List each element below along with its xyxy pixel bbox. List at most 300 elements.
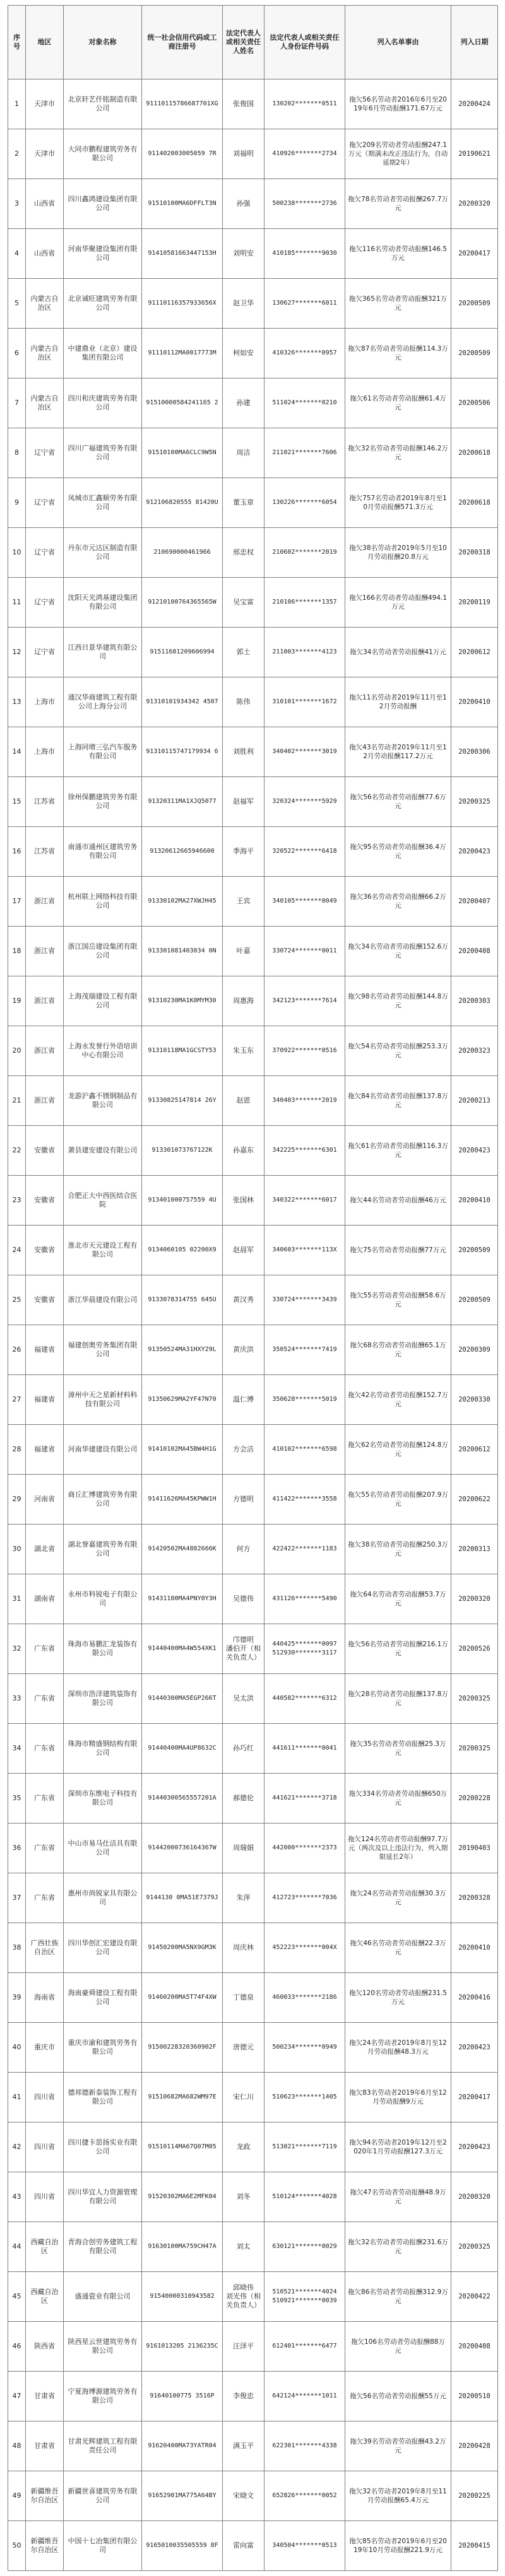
cell-date: 20200618 bbox=[451, 428, 498, 478]
cell-company-name: 凤城市汇鑫顺劳务有限公司 bbox=[64, 478, 142, 528]
cell-id-number: 500238*******2736 bbox=[264, 179, 345, 229]
table-row bbox=[8, 727, 498, 777]
cell-credit-code: 91510100MA6CLC9W5N bbox=[142, 428, 223, 478]
cell-no: 49 bbox=[8, 2471, 26, 2521]
cell-region: 西藏自治区 bbox=[26, 2272, 64, 2322]
cell-id-number: 342123*******7614 bbox=[264, 976, 345, 1026]
cell-reason: 拖欠62名劳动者劳动报酬124.8万元 bbox=[345, 1425, 451, 1475]
cell-no: 1 bbox=[8, 79, 26, 129]
cell-reason: 拖欠42名劳动者劳动报酬152.7万元 bbox=[345, 1375, 451, 1425]
cell-responsible-person: 孙嘉东 bbox=[223, 1126, 264, 1176]
cell-responsible-person: 陈伟 bbox=[223, 677, 264, 727]
cell-responsible-person: 黄汉秀 bbox=[223, 1275, 264, 1325]
cell-date: 20200323 bbox=[451, 1026, 498, 1076]
cell-id-number: 210602*******2019 bbox=[264, 528, 345, 578]
cell-responsible-person: 孙建 bbox=[223, 378, 264, 428]
cell-no: 6 bbox=[8, 329, 26, 378]
cell-date: 20200309 bbox=[451, 1325, 498, 1375]
cell-date: 20200424 bbox=[451, 79, 498, 129]
cell-reason: 拖欠61名劳动者劳动报酬61.4万元 bbox=[345, 378, 451, 428]
cell-company-name: 湖北誉嘉建筑劳务有限公司 bbox=[64, 1525, 142, 1574]
table-row bbox=[8, 677, 498, 727]
cell-company-name: 浙江华晨建设有限公司 bbox=[64, 1275, 142, 1325]
cell-responsible-person: 吴宝富 bbox=[223, 578, 264, 628]
cell-company-name: 青海合创劳务建筑工程有限公司 bbox=[64, 2222, 142, 2272]
cell-responsible-person: 孙强 bbox=[223, 179, 264, 229]
cell-no: 14 bbox=[8, 727, 26, 777]
table-row bbox=[8, 2322, 498, 2372]
cell-responsible-person: 汪泽平 bbox=[223, 2322, 264, 2372]
cell-company-name: 永州市科锐电子有限公司 bbox=[64, 1574, 142, 1624]
cell-date: 20200428 bbox=[451, 2421, 498, 2471]
cell-reason: 拖欠28名劳动者劳动报酬137.8万元 bbox=[345, 1674, 451, 1724]
cell-credit-code: 91510100MA6DFFLT3N bbox=[142, 179, 223, 229]
cell-credit-code: 91540000310943582 bbox=[142, 2272, 223, 2322]
cell-credit-code: 91330102MA27XWJH45 bbox=[142, 877, 223, 927]
cell-region: 重庆市 bbox=[26, 2023, 64, 2073]
cell-company-name: 上海永发誉行外语培训中心有限公司 bbox=[64, 1026, 142, 1076]
cell-reason: 拖欠61名劳动者劳动报酬116.3万元 bbox=[345, 1126, 451, 1176]
cell-reason: 拖欠35名劳动者劳动报酬25.3万元 bbox=[345, 1724, 451, 1774]
cell-id-number: 370922*******0516 bbox=[264, 1026, 345, 1076]
cell-reason: 拖欠55名劳动者劳动报酬207.9万元 bbox=[345, 1475, 451, 1525]
cell-region: 广东省 bbox=[26, 1624, 64, 1674]
table-body bbox=[8, 79, 498, 2571]
cell-reason: 拖欠11名劳动者2019年11月至12月劳动报酬 bbox=[345, 677, 451, 727]
cell-responsible-person: 赵恩 bbox=[223, 1076, 264, 1126]
cell-date: 20200612 bbox=[451, 1425, 498, 1475]
header-reason: 列入名单事由 bbox=[345, 6, 451, 79]
cell-id-number: 452223*******004X bbox=[264, 1923, 345, 1973]
cell-region: 山西省 bbox=[26, 229, 64, 279]
cell-responsible-person: 何方 bbox=[223, 1525, 264, 1574]
table-row bbox=[8, 1774, 498, 1824]
cell-reason: 拖欠120名劳动者劳动报酬231.5万元 bbox=[345, 1973, 451, 2023]
cell-region: 上海市 bbox=[26, 677, 64, 727]
table-row bbox=[8, 428, 498, 478]
cell-credit-code: 91410581663447153H bbox=[142, 229, 223, 279]
cell-id-number: 510124*******4028 bbox=[264, 2172, 345, 2222]
cell-company-name: 重庆市渝和建筑劳务有限公司 bbox=[64, 2023, 142, 2073]
cell-no: 28 bbox=[8, 1425, 26, 1475]
cell-reason: 拖欠56名劳动者2016年6月至2019年6月劳动报酬171.67万元 bbox=[345, 79, 451, 129]
cell-id-number bbox=[264, 1624, 345, 1674]
table-row bbox=[8, 1674, 498, 1724]
cell-date: 20200119 bbox=[451, 578, 498, 628]
cell-no: 40 bbox=[8, 2023, 26, 2073]
cell-date: 20200325 bbox=[451, 1724, 498, 1774]
cell-company-name: 陕西星云世建筑劳务有限公司 bbox=[64, 2322, 142, 2372]
cell-date: 20200228 bbox=[451, 1774, 498, 1824]
cell-region: 辽宁省 bbox=[26, 428, 64, 478]
cell-credit-code: 91110116357933656X bbox=[142, 279, 223, 329]
cell-region: 湖北省 bbox=[26, 1525, 64, 1574]
cell-region: 西藏自治区 bbox=[26, 2222, 64, 2272]
cell-id-number-line: 512930*******3117 bbox=[272, 1649, 337, 1656]
cell-responsible-person: 李俊忠 bbox=[223, 2372, 264, 2421]
cell-responsible-person: 朱萍 bbox=[223, 1873, 264, 1923]
cell-reason: 拖欠24名劳动者劳动报酬30.3万元 bbox=[345, 1873, 451, 1923]
cell-responsible-person-line: 邝德明 bbox=[233, 1636, 254, 1644]
cell-date: 20200423 bbox=[451, 1126, 498, 1176]
cell-reason: 拖欠24名劳动者2019年8月至12月劳动报酬48.3万元 bbox=[345, 2023, 451, 2073]
cell-region: 海南省 bbox=[26, 1973, 64, 2023]
cell-date: 20200618 bbox=[451, 478, 498, 528]
cell-date: 20200225 bbox=[451, 2471, 498, 2521]
cell-responsible-person: 温仁博 bbox=[223, 1375, 264, 1425]
cell-date: 20200423 bbox=[451, 827, 498, 877]
cell-id-number: 510623*******1405 bbox=[264, 2073, 345, 2122]
cell-date: 20200325 bbox=[451, 777, 498, 827]
cell-responsible-person: 赵福军 bbox=[223, 777, 264, 827]
cell-region: 福建省 bbox=[26, 1325, 64, 1375]
cell-credit-code: 9133078314755 645U bbox=[142, 1275, 223, 1325]
cell-region: 新疆维吾尔自治区 bbox=[26, 2521, 64, 2571]
cell-date: 20200330 bbox=[451, 1375, 498, 1425]
cell-region: 安徽省 bbox=[26, 1275, 64, 1325]
cell-responsible-person: 朱玉东 bbox=[223, 1026, 264, 1076]
cell-date: 20200320 bbox=[451, 2172, 498, 2222]
cell-date: 20200622 bbox=[451, 1475, 498, 1525]
cell-no: 31 bbox=[8, 1574, 26, 1624]
cell-region: 辽宁省 bbox=[26, 628, 64, 677]
cell-no: 17 bbox=[8, 877, 26, 927]
cell-id-number: 441611*******0041 bbox=[264, 1724, 345, 1774]
cell-company-name: 杭州联上网络科技有限公司 bbox=[64, 877, 142, 927]
cell-no: 15 bbox=[8, 777, 26, 827]
cell-responsible-person: 董玉章 bbox=[223, 478, 264, 528]
cell-credit-code: 91620400MA73YATR04 bbox=[142, 2421, 223, 2471]
cell-date: 20200417 bbox=[451, 2073, 498, 2122]
cell-company-name: 上海茂瑞建设工程有限公司 bbox=[64, 976, 142, 1026]
cell-company-name: 四川鑫鸿建设集团有限公司 bbox=[64, 179, 142, 229]
cell-credit-code: 91310101934342 4507 bbox=[142, 677, 223, 727]
cell-responsible-person: 刘太 bbox=[223, 2222, 264, 2272]
cell-responsible-person: 方德明 bbox=[223, 1475, 264, 1525]
cell-company-name: 沈阳天光鸿基建设集团有限公司 bbox=[64, 578, 142, 628]
cell-reason: 拖欠94名劳动者2019年12月至2020年1月劳动报酬127.3万元 bbox=[345, 2122, 451, 2172]
cell-id-number: 410326*******0957 bbox=[264, 329, 345, 378]
cell-date: 20200320 bbox=[451, 179, 498, 229]
cell-no: 25 bbox=[8, 1275, 26, 1325]
cell-id-number-line: 510921*******0039 bbox=[272, 2297, 337, 2304]
cell-company-name: 北京轩艺仟铭制造有限公司 bbox=[64, 79, 142, 129]
cell-id-number: 340504*******0513 bbox=[264, 2521, 345, 2571]
cell-reason: 拖欠38名劳动者2019年5月至10月劳动报酬20.8万元 bbox=[345, 528, 451, 578]
cell-company-name: 甘肃光辉建筑工程有限责任公司 bbox=[64, 2421, 142, 2471]
cell-credit-code: 91500228320360902F bbox=[142, 2023, 223, 2073]
cell-id-number: 442000*******2373 bbox=[264, 1824, 345, 1873]
cell-region: 江苏省 bbox=[26, 827, 64, 877]
cell-responsible-person: 宋晓文 bbox=[223, 2471, 264, 2521]
table-row bbox=[8, 2521, 498, 2571]
cell-no: 19 bbox=[8, 976, 26, 1026]
cell-id-number bbox=[264, 2272, 345, 2322]
cell-reason: 拖欠36名劳动者劳动报酬66.2万元 bbox=[345, 877, 451, 927]
cell-reason: 拖欠47名劳动者劳动报酬48.9万元 bbox=[345, 2172, 451, 2222]
cell-company-name: 四川捷卡思扬实业有限公司 bbox=[64, 2122, 142, 2172]
cell-company-name: 淮北市天元建设工程有限公司 bbox=[64, 1226, 142, 1275]
cell-no: 2 bbox=[8, 129, 26, 179]
cell-reason: 拖欠78名劳动者劳动报酬267.7万元 bbox=[345, 179, 451, 229]
table-row bbox=[8, 279, 498, 329]
cell-responsible-person: 唐德元 bbox=[223, 2023, 264, 2073]
cell-credit-code: 91440300565557201A bbox=[142, 1774, 223, 1824]
cell-no: 30 bbox=[8, 1525, 26, 1574]
cell-reason: 拖欠44名劳动者劳动报酬46万元 bbox=[345, 1176, 451, 1226]
cell-region: 内蒙古自治区 bbox=[26, 378, 64, 428]
cell-date: 20200526 bbox=[451, 1624, 498, 1674]
cell-credit-code: 91520302MA6E2MFK04 bbox=[142, 2172, 223, 2222]
table-row bbox=[8, 1126, 498, 1176]
cell-reason: 拖欠95名劳动者劳动报酬36.4万元 bbox=[345, 827, 451, 877]
cell-date: 20200407 bbox=[451, 877, 498, 927]
cell-id-number: 211003*******4123 bbox=[264, 628, 345, 677]
cell-region: 内蒙古自治区 bbox=[26, 279, 64, 329]
table-row bbox=[8, 1226, 498, 1275]
cell-id-number: 340603*******113X bbox=[264, 1226, 345, 1275]
cell-region: 浙江省 bbox=[26, 927, 64, 976]
cell-credit-code: 9165010035505559 8F bbox=[142, 2521, 223, 2571]
cell-date: 20200410 bbox=[451, 677, 498, 727]
cell-no: 13 bbox=[8, 677, 26, 727]
table-row bbox=[8, 2222, 498, 2272]
cell-company-name: 江西日景华建筑有限公司 bbox=[64, 628, 142, 677]
cell-no: 45 bbox=[8, 2272, 26, 2322]
cell-company-name: 盛通瓷业有限公司 bbox=[64, 2272, 142, 2322]
cell-company-name: 海南豪舜建设工程有限公司 bbox=[64, 1973, 142, 2023]
cell-region: 陕西省 bbox=[26, 2322, 64, 2372]
cell-no: 7 bbox=[8, 378, 26, 428]
table-row bbox=[8, 2073, 498, 2122]
cell-no: 9 bbox=[8, 478, 26, 528]
cell-company-name: 商丘汇博建筑劳务有限公司 bbox=[64, 1475, 142, 1525]
cell-date: 20200422 bbox=[451, 2272, 498, 2322]
cell-responsible-person bbox=[223, 1624, 264, 1674]
cell-no: 26 bbox=[8, 1325, 26, 1375]
cell-no: 42 bbox=[8, 2122, 26, 2172]
cell-credit-code: 91110115786687701XG bbox=[142, 79, 223, 129]
cell-responsible-person: 丁德泉 bbox=[223, 1973, 264, 2023]
cell-company-name: 中国十七冶集团有限公司 bbox=[64, 2521, 142, 2571]
cell-region: 浙江省 bbox=[26, 1076, 64, 1126]
table-row bbox=[8, 2421, 498, 2471]
cell-credit-code: 91320311MA1XJQ5077 bbox=[142, 777, 223, 827]
cell-date: 20200423 bbox=[451, 2023, 498, 2073]
cell-region: 广东省 bbox=[26, 1674, 64, 1724]
table-row bbox=[8, 2122, 498, 2172]
cell-company-name: 中山市易马仕洁具有限公司 bbox=[64, 1824, 142, 1873]
table-row bbox=[8, 1375, 498, 1425]
cell-id-number: 412723*******7036 bbox=[264, 1873, 345, 1923]
cell-credit-code: 91460200MA5T74F4XW bbox=[142, 1973, 223, 2023]
cell-reason: 拖欠39名劳动者劳动报酬43.2万元 bbox=[345, 2421, 451, 2471]
cell-reason: 拖欠98名劳动者劳动报酬144.8万元 bbox=[345, 976, 451, 1026]
cell-company-name: 德邦德新泰装饰工程有限公司 bbox=[64, 2073, 142, 2122]
cell-no: 46 bbox=[8, 2322, 26, 2372]
cell-id-number: 130202*******0511 bbox=[264, 79, 345, 129]
cell-responsible-person: 柯如安 bbox=[223, 329, 264, 378]
cell-responsible-person: 叶嘉 bbox=[223, 927, 264, 976]
table-row bbox=[8, 877, 498, 927]
cell-reason: 拖欠757名劳动者2019年8月至10月劳动报酬571.3万元 bbox=[345, 478, 451, 528]
table-row bbox=[8, 229, 498, 279]
cell-region: 天津市 bbox=[26, 79, 64, 129]
cell-responsible-person: 周瑞娟 bbox=[223, 1824, 264, 1873]
cell-id-number: 320324*******5929 bbox=[264, 777, 345, 827]
cell-company-name: 漳州中天之星新材料科技有限公司 bbox=[64, 1375, 142, 1425]
cell-company-name: 宁夏海博源建筑劳务有限公司 bbox=[64, 2372, 142, 2421]
cell-reason: 拖欠365名劳动者劳动报酬321万元 bbox=[345, 279, 451, 329]
table-row bbox=[8, 1176, 498, 1226]
cell-company-name: 四川华创汇宏建设有限公司 bbox=[64, 1923, 142, 1973]
header-region: 地区 bbox=[26, 6, 64, 79]
cell-date: 20200318 bbox=[451, 528, 498, 578]
cell-company-name: 珠海市易鹏汇龙装饰有限公司 bbox=[64, 1624, 142, 1674]
cell-region: 内蒙古自治区 bbox=[26, 329, 64, 378]
cell-responsible-person: 刘胜利 bbox=[223, 727, 264, 777]
cell-credit-code: 91442000736164367W bbox=[142, 1824, 223, 1873]
cell-credit-code: 91310115747179934 6 bbox=[142, 727, 223, 777]
cell-region: 四川省 bbox=[26, 2122, 64, 2172]
cell-no: 34 bbox=[8, 1724, 26, 1774]
cell-company-name: 浙江国岳建设集团有限公司 bbox=[64, 927, 142, 976]
cell-date: 20200410 bbox=[451, 1176, 498, 1226]
cell-region: 天津市 bbox=[26, 129, 64, 179]
cell-region: 新疆维吾尔自治区 bbox=[26, 2471, 64, 2521]
cell-credit-code: 91210100764365565W bbox=[142, 578, 223, 628]
cell-no: 32 bbox=[8, 1624, 26, 1674]
cell-no: 36 bbox=[8, 1824, 26, 1873]
cell-reason: 拖欠334名劳动者劳动报酬650万元 bbox=[345, 1774, 451, 1824]
cell-responsible-person: 季海平 bbox=[223, 827, 264, 877]
cell-reason: 拖欠209名劳动者劳动报酬247.1万元（期满未改正违法行为，自动延期2年） bbox=[345, 129, 451, 179]
cell-date: 20200415 bbox=[451, 2521, 498, 2571]
table-row bbox=[8, 2172, 498, 2222]
cell-no: 23 bbox=[8, 1176, 26, 1226]
table-row bbox=[8, 1425, 498, 1475]
cell-reason: 拖欠34名劳动者劳动报酬152.6万元 bbox=[345, 927, 451, 976]
cell-no: 8 bbox=[8, 428, 26, 478]
cell-company-name: 大同市鹏程建筑劳务有限公司 bbox=[64, 129, 142, 179]
cell-id-number: 411422*******3558 bbox=[264, 1475, 345, 1525]
cell-responsible-person: 刘冬 bbox=[223, 2172, 264, 2222]
table-row bbox=[8, 1824, 498, 1873]
cell-no: 12 bbox=[8, 628, 26, 677]
cell-date: 20200328 bbox=[451, 1873, 498, 1923]
cell-no: 24 bbox=[8, 1226, 26, 1275]
cell-company-name: 通汉华商建筑工程有限公司上海分公司 bbox=[64, 677, 142, 727]
cell-region: 江苏省 bbox=[26, 777, 64, 827]
cell-id-number: 410926*******2734 bbox=[264, 129, 345, 179]
table-row bbox=[8, 2372, 498, 2421]
cell-credit-code: 91640100775 3516P bbox=[142, 2372, 223, 2421]
cell-no: 48 bbox=[8, 2421, 26, 2471]
cell-region: 浙江省 bbox=[26, 976, 64, 1026]
cell-region: 安徽省 bbox=[26, 1226, 64, 1275]
table-row bbox=[8, 2272, 498, 2322]
cell-date: 20200313 bbox=[451, 1525, 498, 1574]
cell-region: 四川省 bbox=[26, 2172, 64, 2222]
cell-credit-code: 91652901MA775A64BY bbox=[142, 2471, 223, 2521]
cell-no: 39 bbox=[8, 1973, 26, 2023]
cell-responsible-person: 周洁 bbox=[223, 428, 264, 478]
cell-responsible-person: 满玉平 bbox=[223, 2421, 264, 2471]
table-row bbox=[8, 927, 498, 976]
cell-company-name: 珠海市精盛钢结构有限公司 bbox=[64, 1724, 142, 1774]
cell-date: 20200408 bbox=[451, 927, 498, 976]
cell-id-number: 652826*******0052 bbox=[264, 2471, 345, 2521]
cell-reason: 拖欠116名劳动者劳动报酬146.5万元 bbox=[345, 229, 451, 279]
cell-date: 20200408 bbox=[451, 2322, 498, 2372]
cell-responsible-person: 宋仁川 bbox=[223, 2073, 264, 2122]
cell-reason: 拖欠166名劳动者劳动报酬494.1万元 bbox=[345, 578, 451, 628]
cell-responsible-person-line: 潘伯开（相关负责人） bbox=[226, 1644, 261, 1661]
cell-company-name: 河南华建建设有限公司 bbox=[64, 1425, 142, 1475]
cell-date: 20200325 bbox=[451, 2222, 498, 2272]
cell-no: 11 bbox=[8, 578, 26, 628]
cell-region: 安徽省 bbox=[26, 1126, 64, 1176]
table-row bbox=[8, 1724, 498, 1774]
cell-reason: 拖欠106名劳动者劳动报酬88万元 bbox=[345, 2322, 451, 2372]
cell-credit-code: 91440400MA4UP8632C bbox=[142, 1724, 223, 1774]
table-row bbox=[8, 1275, 498, 1325]
cell-responsible-person: 黄庆洪 bbox=[223, 1325, 264, 1375]
cell-date: 20190403 bbox=[451, 1824, 498, 1873]
cell-responsible-person: 赵晨军 bbox=[223, 1226, 264, 1275]
cell-responsible-person: 赵卫华 bbox=[223, 279, 264, 329]
table-row bbox=[8, 2471, 498, 2521]
cell-region: 广西壮族自治区 bbox=[26, 1923, 64, 1973]
cell-responsible-person bbox=[223, 2272, 264, 2322]
cell-credit-code: 91350629MA2YF47N70 bbox=[142, 1375, 223, 1425]
cell-id-number: 130226*******6054 bbox=[264, 478, 345, 528]
cell-date: 20200410 bbox=[451, 1923, 498, 1973]
cell-id-number: 642124*******1011 bbox=[264, 2372, 345, 2421]
cell-responsible-person: 龙政 bbox=[223, 2122, 264, 2172]
cell-id-number: 340322*******6017 bbox=[264, 1176, 345, 1226]
table-row bbox=[8, 1475, 498, 1525]
cell-company-name: 上海同增三弘汽车服务有限公司 bbox=[64, 727, 142, 777]
cell-credit-code: 911402003005059 7R bbox=[142, 129, 223, 179]
cell-credit-code: 210690000461966 bbox=[142, 528, 223, 578]
cell-credit-code: 91310118MA1GCSTY53 bbox=[142, 1026, 223, 1076]
cell-responsible-person: 吴德伟 bbox=[223, 1574, 264, 1624]
cell-id-number: 441621*******3718 bbox=[264, 1774, 345, 1824]
cell-id-number: 440582*******6312 bbox=[264, 1674, 345, 1724]
cell-credit-code: 91510682MA682WM97E bbox=[142, 2073, 223, 2122]
cell-credit-code: 91510000584241165 2 bbox=[142, 378, 223, 428]
cell-no: 33 bbox=[8, 1674, 26, 1724]
cell-id-number: 130627*******6011 bbox=[264, 279, 345, 329]
cell-company-name: 四川华宜人力资源管理有限公司 bbox=[64, 2172, 142, 2222]
cell-no: 4 bbox=[8, 229, 26, 279]
cell-responsible-person: 雷向富 bbox=[223, 2521, 264, 2571]
cell-reason: 拖欠83名劳动者2019年6月至12月劳动报酬9万元 bbox=[345, 2073, 451, 2122]
cell-no: 21 bbox=[8, 1076, 26, 1126]
cell-date: 20200509 bbox=[451, 329, 498, 378]
cell-id-number: 340105*******0049 bbox=[264, 877, 345, 927]
cell-id-number: 431126*******5490 bbox=[264, 1574, 345, 1624]
cell-credit-code: 913301081403034 0N bbox=[142, 927, 223, 976]
cell-id-number: 500234*******0949 bbox=[264, 2023, 345, 2073]
cell-id-number-line: 440425*******0097 bbox=[272, 1641, 337, 1648]
cell-credit-code: 9134060105 02200X9 bbox=[142, 1226, 223, 1275]
cell-company-name: 南通市通州区建筑劳务有限公司 bbox=[64, 827, 142, 877]
cell-responsible-person: 刘明安 bbox=[223, 229, 264, 279]
cell-responsible-person: 王宾 bbox=[223, 877, 264, 927]
cell-company-name: 萧县建安建设有限公司 bbox=[64, 1126, 142, 1176]
